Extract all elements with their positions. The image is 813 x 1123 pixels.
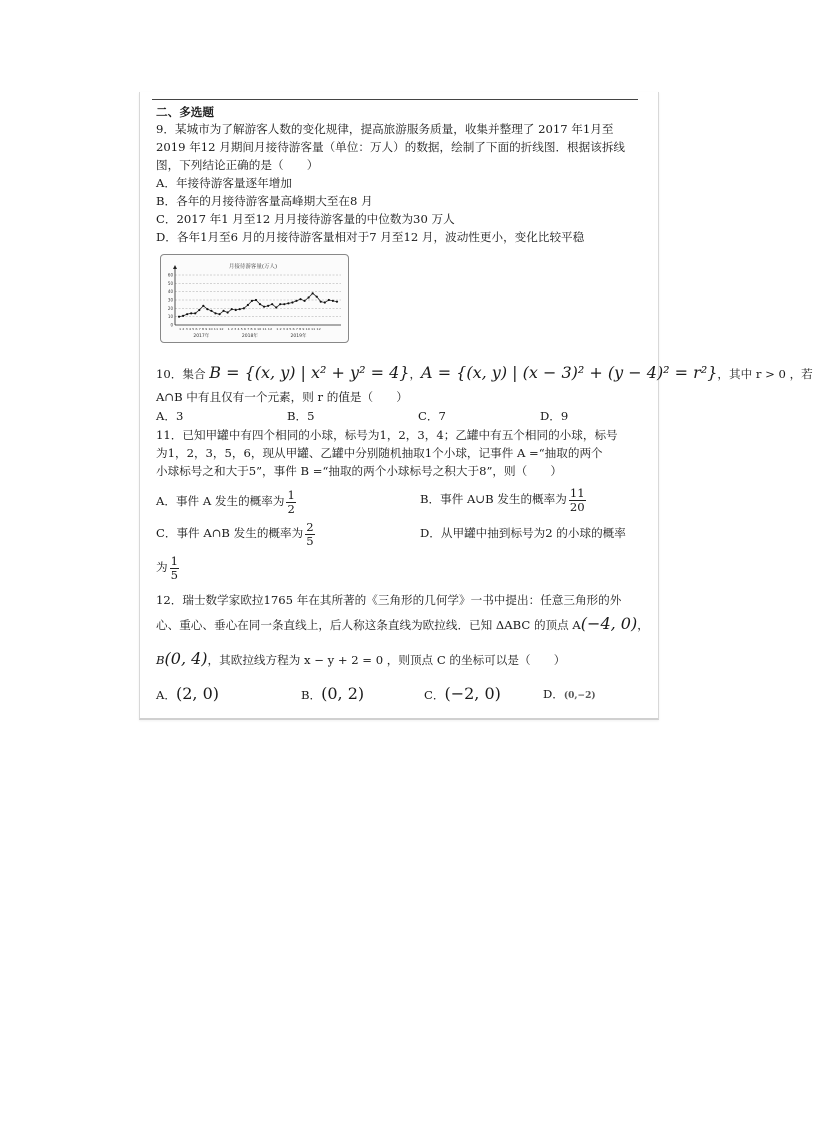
chart-data-point (190, 312, 192, 314)
chart-year-label: 2019年 (290, 334, 307, 339)
chart-data-point (336, 301, 338, 303)
chart-month-tick-labels: 1 2 3 4 5 6 7 8 9 10 11 12 (179, 327, 224, 331)
chart-y-axis-arrow (173, 265, 177, 269)
chart-data-point (332, 300, 334, 302)
q11-option-d[interactable]: D．从甲罐中抽到标号为2 的小球的概率 (420, 526, 626, 540)
q9-line2: 2019 年12 月期间月接待游客量（单位：万人）的数据，绘制了下面的折线图．根据该拆线 (156, 140, 626, 154)
fraction-numerator: 11 (569, 485, 585, 500)
chart-y-tick-label: 50 (167, 280, 173, 286)
q10-line2: A∩B 中有且仅有一个元素，则 r 的值是（ ） (156, 390, 408, 404)
q12-option-a-label: A． (156, 688, 176, 702)
chart-data-point (182, 315, 184, 317)
q12-line2-text: 心、重心、垂心在同一条直线上，后人称这条直线为欧拉线．已知 ΔABC 的顶点 A (156, 618, 581, 632)
q12-option-b-label: B． (301, 688, 322, 702)
chart-y-tick-label: 20 (167, 305, 173, 311)
chart-data-point (231, 308, 233, 310)
chart-data-point (178, 316, 180, 318)
fraction-denominator: 2 (287, 501, 295, 516)
q12-point-b: (0, 4) (164, 649, 208, 668)
chart-data-point (283, 303, 285, 305)
q11-line3: 小球标号之和大于5”，事件 B =“抽取的两个小球标号之积大于8”，则（ ） (156, 464, 562, 478)
fraction-numerator: 1 (170, 553, 178, 568)
chart-data-point (255, 299, 257, 301)
q12-point-b-label: B (156, 653, 165, 667)
chart-data-point (202, 305, 204, 307)
chart-data-point (279, 303, 281, 305)
chart-y-tick-label: 10 (167, 314, 173, 320)
chart-data-point (194, 312, 196, 314)
chart-data-point (308, 296, 310, 298)
q12-line3 (156, 651, 565, 668)
q11-option-d-fraction (170, 555, 179, 582)
q10-set-b: B = {(x, y) | x² + y² = 4} (209, 363, 410, 382)
chart-svg (161, 255, 348, 342)
q11-option-c-text: C．事件 A∩B 发生的概率为 (156, 526, 304, 540)
chart-data-point (251, 300, 253, 302)
chart-data-point (316, 296, 318, 298)
chart-data-point (259, 303, 261, 305)
q12-line2 (156, 616, 649, 633)
q12-option-d-label: D． (543, 687, 564, 701)
chart-data-point (275, 306, 277, 308)
chart-data-point (299, 298, 301, 300)
chart-data-point (328, 299, 330, 301)
q12-option-b[interactable] (301, 686, 364, 703)
q12-option-a[interactable] (156, 686, 219, 703)
chart-data-point (222, 310, 224, 312)
chart-data-point (206, 308, 208, 310)
chart-data-point (227, 311, 229, 313)
visitor-line-chart (160, 254, 349, 343)
chart-data-point (267, 305, 269, 307)
q10-tail: ，其中 r > 0 ，若 (717, 367, 813, 381)
chart-data-point (303, 300, 305, 302)
chart-y-tick-label: 40 (167, 289, 173, 295)
q11-option-a[interactable] (156, 486, 298, 516)
q12-option-d-value: (0,−2) (563, 691, 596, 701)
q11-option-c-fraction (305, 521, 314, 548)
q11-option-b-fraction (569, 487, 586, 514)
fraction-numerator: 2 (306, 519, 314, 534)
q12-option-b-value: (0, 2) (321, 684, 365, 703)
chart-data-point (247, 304, 249, 306)
chart-data-point (239, 308, 241, 310)
chart-data-point (291, 301, 293, 303)
chart-data-point (287, 302, 289, 304)
q12-line1: 12．瑞士数学家欧拉1765 年在其所著的《三角形的几何学》一书中提出：任意三角形的外 (156, 593, 622, 607)
q11-line1: 11．已知甲罐中有四个相同的小球，标号为1，2，3，4；乙罐中有五个相同的小球，标号 (156, 428, 618, 442)
chart-month-tick-labels: 1 2 3 4 5 6 7 8 9 10 11 12 (227, 327, 273, 331)
q12-option-d[interactable] (543, 686, 596, 704)
chart-year-label: 2017年 (193, 334, 210, 339)
q11-option-a-text: A．事件 A 发生的概率为 (156, 494, 285, 508)
chart-data-point (271, 303, 273, 305)
q12-line3-text: ，其欧拉线方程为 x − y + 2 = 0 ，则顶点 C 的坐标可以是（ ） (207, 653, 566, 667)
q12-option-c[interactable] (424, 686, 501, 703)
fraction-denominator: 5 (170, 567, 178, 582)
section-title: 二、多选题 (156, 105, 214, 119)
fraction-numerator: 1 (287, 487, 295, 502)
q11-option-b-text: B．事件 A∪B 发生的概率为 (420, 492, 567, 506)
q11-option-c[interactable] (156, 518, 317, 548)
q10-comma: ， (409, 367, 422, 381)
chart-data-point (263, 306, 265, 308)
chart-title: 月接待游客量(万人) (228, 264, 278, 270)
q11-option-d-cont-text: 为 (156, 560, 168, 574)
q10-option-a[interactable]: A．3 (156, 409, 184, 423)
chart-data-point (186, 313, 188, 315)
chart-data-point (320, 301, 322, 303)
q9-option-d[interactable]: D．各年1月至6 月的月接待游客量相对于7 月至12 月，波动性更小，变化比较平稳 (156, 230, 585, 244)
chart-y-tick-label: 0 (170, 322, 173, 328)
chart-data-point (312, 292, 314, 294)
q12-option-c-value: (−2, 0) (444, 684, 501, 703)
chart-year-label: 2018年 (241, 334, 258, 339)
q9-option-a[interactable]: A．年接待游客量逐年增加 (156, 176, 292, 190)
chart-y-tick-label: 60 (167, 272, 173, 278)
q9-option-b[interactable]: B．各年的月接待游客量高峰期大至在8 月 (156, 194, 373, 208)
q12-point-a: (−4, 0) (580, 614, 638, 633)
q10-set-a: A = {(x, y) | (x − 3)² + (y − 4)² = r²} (421, 363, 718, 382)
q11-option-b[interactable] (420, 484, 588, 514)
chart-month-tick-labels: 1 2 3 4 5 6 7 8 9 10 11 12 (276, 327, 321, 331)
q9-option-c[interactable]: C．2017 年1 月至12 月月接待游客量的中位数为30 万人 (156, 212, 455, 226)
fraction-denominator: 5 (306, 533, 314, 548)
q11-option-d-cont (156, 552, 181, 582)
chart-data-point (218, 313, 220, 315)
chart-data-point (295, 300, 297, 302)
q10-option-c[interactable]: C．7 (418, 409, 446, 423)
chart-data-point (235, 309, 237, 311)
chart-data-point (243, 307, 245, 309)
chart-data-point (198, 309, 200, 311)
q9-line1: 9．某城市为了解游客人数的变化规律，提高旅游服务质量，收集并整理了 2017 年1月至 (156, 122, 614, 136)
q10-prefix: 10．集合 (156, 367, 210, 381)
chart-data-point (324, 301, 326, 303)
q12-option-c-label: C． (424, 688, 445, 702)
q9-line3: 图，下列结论正确的是（ ） (156, 158, 319, 172)
q12-option-a-value: (2, 0) (175, 684, 219, 703)
q11-option-a-fraction (286, 489, 295, 516)
chart-y-tick-label: 30 (167, 297, 173, 303)
q10-option-b[interactable]: B．5 (287, 409, 315, 423)
chart-data-point (210, 310, 212, 312)
q10-option-d[interactable]: D．9 (540, 409, 569, 423)
fraction-denominator: 20 (569, 499, 585, 514)
chart-data-point (214, 312, 216, 314)
header-rule (152, 99, 638, 100)
q11-line2: 为1，2，3，5，6，现从甲罐、乙罐中分别随机抽取1个小球，记事件 A =“抽取的两个 (156, 446, 603, 460)
q10-line1 (156, 365, 813, 382)
q12-line2-comma: ， (637, 618, 649, 632)
